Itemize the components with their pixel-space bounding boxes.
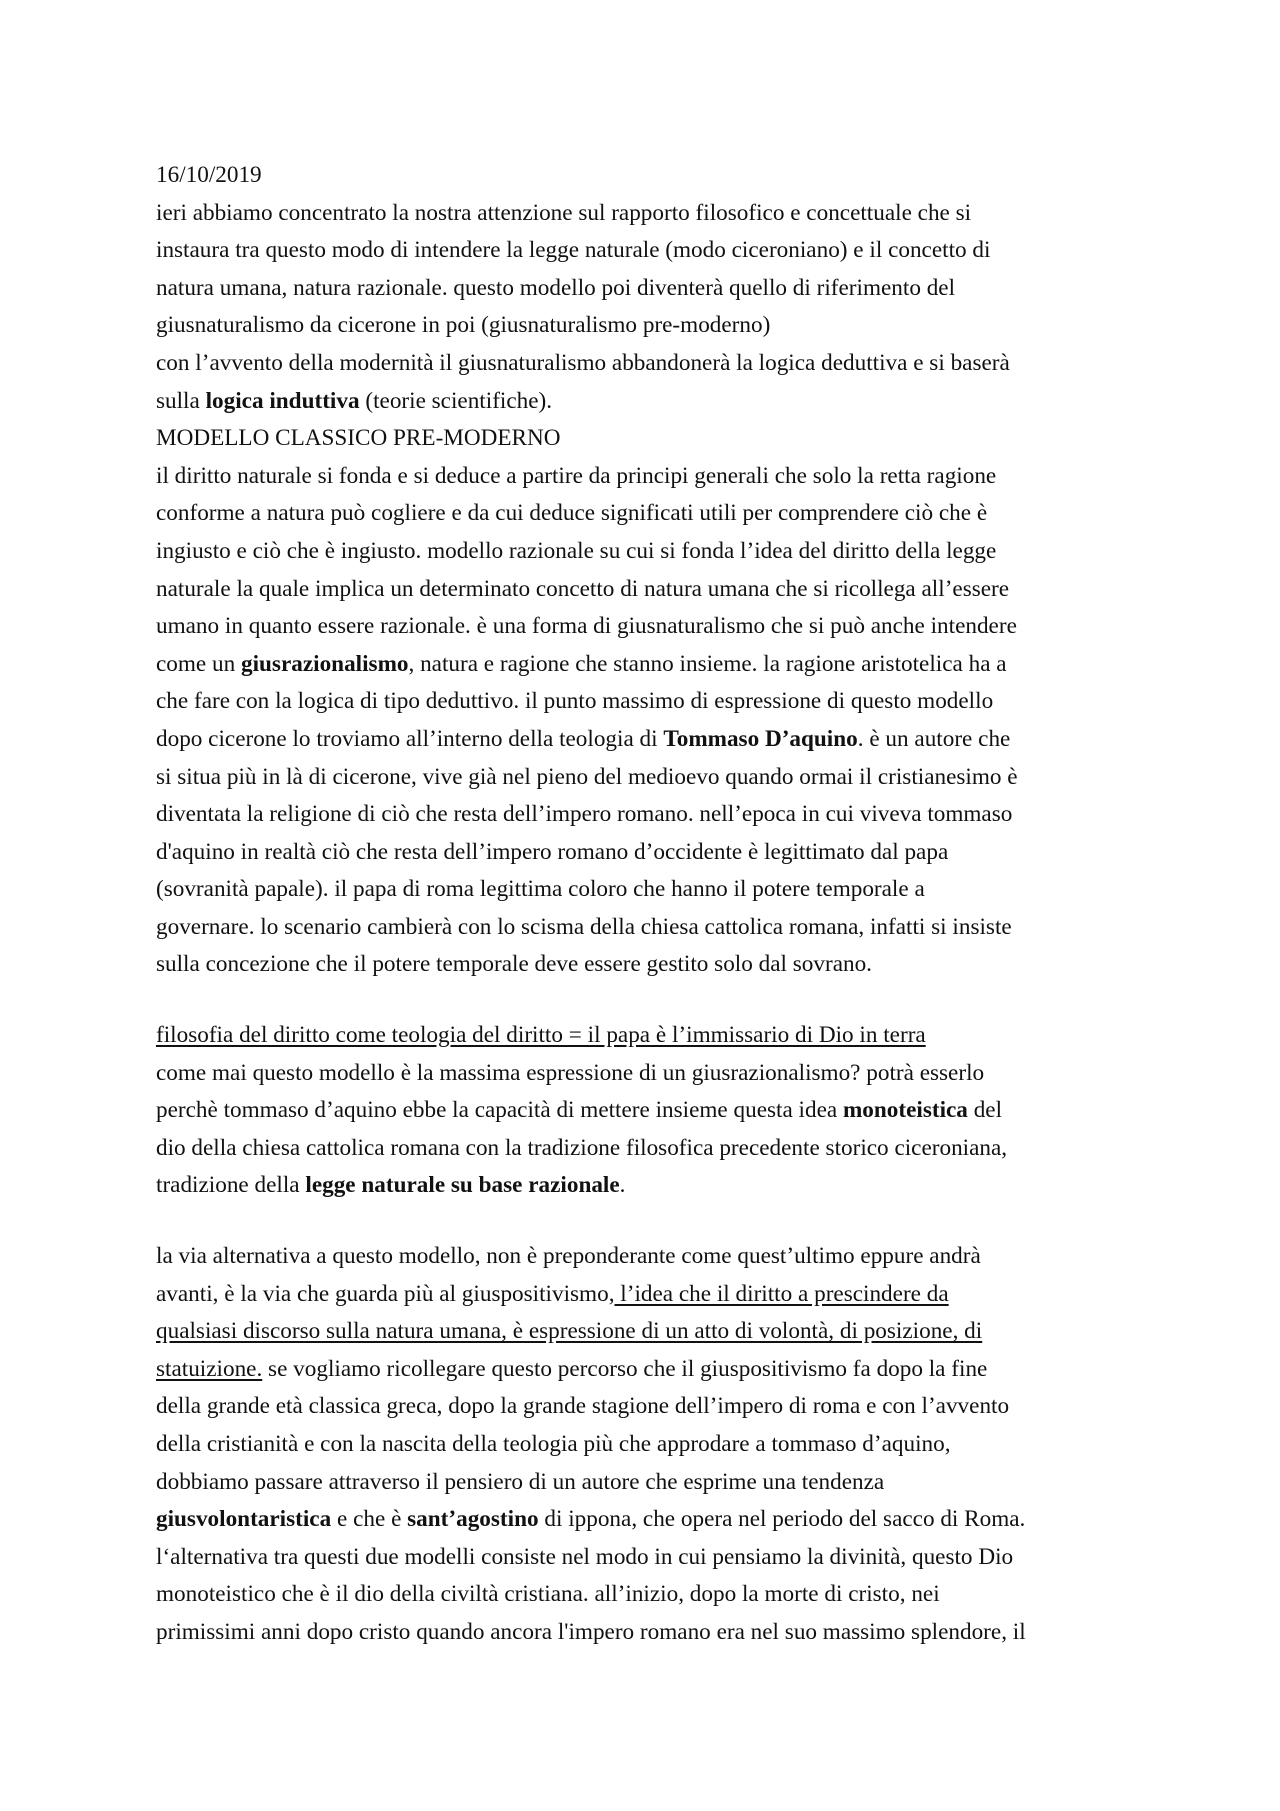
text-line: perchè tommaso d’aquino ebbe la capacità di mettere insieme questa idea monoteistica del [156,1097,1003,1124]
text-line: conforme a natura può cogliere e da cui deduce significati utili per comprendere ciò che è [156,500,988,527]
text-line: giusvolontaristica e che è sant’agostino di ippona, che opera nel periodo del sacco di Roma. [156,1506,1026,1533]
text-line: sulla concezione che il potere temporale deve essere gestito solo dal sovrano. [156,951,872,978]
text-line [156,1313,1151,1351]
bold-term: giusvolontaristica [156,1506,332,1533]
text-line: tradizione della legge naturale su base razionale. [156,1172,626,1199]
text-line: governare. lo scenario cambierà con lo scisma della chiesa cattolica romana, infatti si insiste [156,913,1012,940]
text-line: della cristianità e con la nascita della teologia più che approdare a tommaso d’aquino, [156,1431,951,1457]
bold-term: legge naturale su base razionale [305,1172,620,1199]
text-line: dobbiamo passare attraverso il pensiero di un autore che esprime una tendenza [156,1468,885,1495]
text-line: l‘alternativa tra questi due modelli consiste nel modo in cui pensiamo la divinità, questo Dio [156,1543,1014,1570]
text-line: (sovranità papale). il papa di roma legittima coloro che hanno il potere temporale a [156,876,925,903]
text-line: primissimi anni dopo cristo quando ancora l'impero romano era nel suo massimo splendore, il [156,1618,1026,1645]
document-page [156,157,1151,1652]
text-line: la via alternativa a questo modello, non è preponderante come quest’ultimo eppure andrà [156,1243,981,1270]
underlined-heading: filosofia del diritto come teologia del diritto = il papa è l’immissario di Dio in terra [156,1022,926,1049]
text-line: il diritto naturale si fonda e si deduce a partire da principi generali che solo la retta ragione [156,462,997,489]
text-line: sulla logica induttiva (teorie scientifiche). [156,387,553,414]
text-line: con l’avvento della modernità il giusnaturalismo abbandonerà la logica deduttiva e si baserà [156,349,1010,376]
text-line: dopo cicerone lo troviamo all’interno della teologia di Tommaso D’aquino. è un autore che [156,725,1011,752]
underlined-phrase: qualsiasi discorso sulla natura umana, è espressione di un atto di volontà, di posizione, di [156,1318,983,1345]
text-line: diventata la religione di ciò che resta dell’impero romano. nell’epoca in cui viveva tommaso [156,801,1013,828]
bold-term: logica induttiva [205,387,360,414]
text-line: statuizione. se vogliamo ricollegare questo percorso che il giuspositivismo fa dopo la fine [156,1355,988,1382]
text-line: instaura tra questo modo di intendere la legge naturale (modo ciceroniano) e il concetto di [156,237,991,264]
bold-term: giusrazionalismo [241,650,409,677]
bold-term: monoteistica [842,1097,968,1124]
text-line: si situa più in là di cicerone, vive già nel pieno del medioevo quando ormai il cristianesimo è [156,763,1018,790]
text-line: come un giusrazionalismo, natura e ragione che stanno insieme. la ragione aristotelica ha a [156,650,1007,677]
date-line: 16/10/2019 [156,162,262,188]
text-line: ieri abbiamo concentrato la nostra attenzione sul rapporto filosofico e concettuale che si [156,199,972,226]
text-line: avanti, è la via che guarda più al giuspositivismo, l’idea che il diritto a prescindere da [156,1280,949,1307]
paragraph-spacer [156,984,1151,1017]
bold-term: sant’agostino [407,1506,539,1533]
bold-term: Tommaso D’aquino [663,725,858,752]
text-line: della grande età classica greca, dopo la grande stagione dell’impero di roma e con l’avvento [156,1393,1010,1420]
underlined-phrase: statuizione. [156,1355,263,1382]
text-line: d'aquino in realtà ciò che resta dell’impero romano d’occidente è legittimato dal papa [156,838,949,865]
text-line: come mai questo modello è la massima espressione di un giusrazionalismo? potrà esserlo [156,1059,985,1086]
text-line: giusnaturalismo da cicerone in poi (giusnaturalismo pre-moderno) [156,312,771,339]
underlined-phrase: l’idea che il diritto a prescindere da [614,1280,949,1307]
text-line: natura umana, natura razionale. questo modello poi diventerà quello di riferimento del [156,274,956,301]
text-line: umano in quanto essere razionale. è una forma di giusnaturalismo che si può anche intendere [156,613,1017,640]
text-line: naturale la quale implica un determinato concetto di natura umana che si ricollega all’essere [156,575,1010,602]
section-heading: MODELLO CLASSICO PRE-MODERNO [156,425,561,452]
paragraph-spacer [156,1205,1151,1238]
text-line: che fare con la logica di tipo deduttivo. il punto massimo di espressione di questo modello [156,688,994,715]
text-line: monoteistico che è il dio della civiltà cristiana. all’inizio, dopo la morte di cristo, nei [156,1581,940,1608]
text-line: dio della chiesa cattolica romana con la tradizione filosofica precedente storico ciceroniana, [156,1134,1008,1161]
text-line: ingiusto e ciò che è ingiusto. modello razionale su cui si fonda l’idea del diritto della legge [156,537,997,564]
